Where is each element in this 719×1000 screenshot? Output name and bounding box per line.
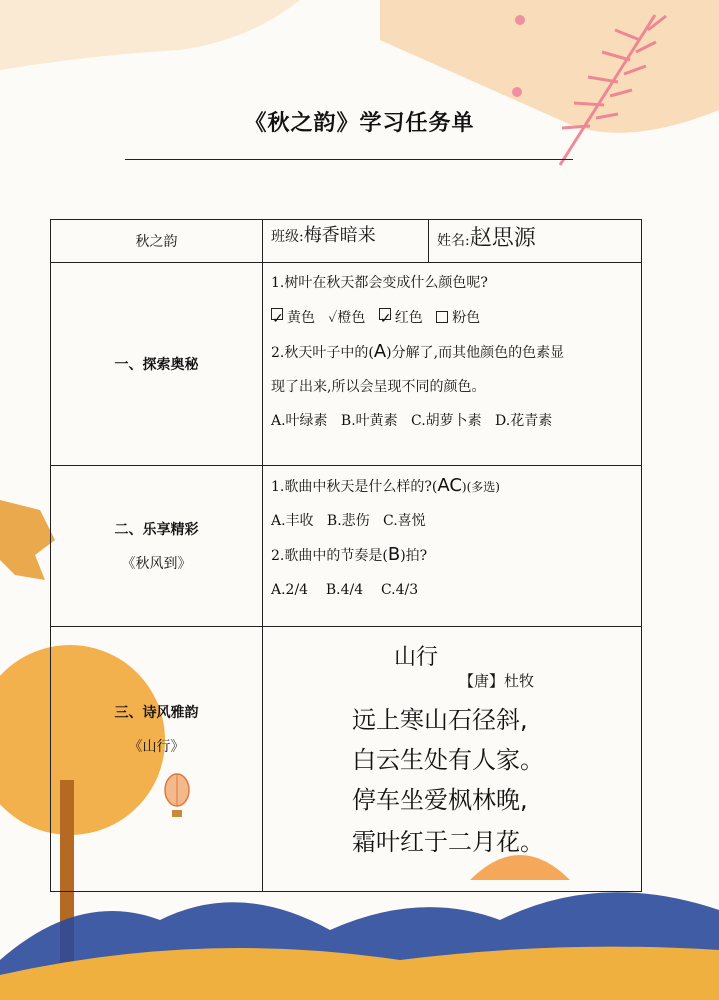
s2-q2-suffix: )拍? bbox=[400, 548, 428, 564]
maple-leaf-icon bbox=[0, 500, 55, 580]
s1-question1: 1.树叶在秋天都会变成什么颜色呢? bbox=[271, 275, 488, 291]
s1-choices: A.叶绿素 B.叶黄素 C.胡萝卜素 D.花青素 bbox=[271, 413, 553, 429]
poem-line-1: 远上寒山石径斜, bbox=[352, 706, 528, 734]
poem-line-3: 停车坐爱枫林晚, bbox=[352, 786, 528, 814]
section1-content bbox=[263, 263, 642, 466]
section2-row bbox=[51, 466, 642, 627]
option-orange: 橙色 bbox=[337, 310, 366, 326]
section3-label: 三、诗风雅韵 bbox=[114, 705, 199, 721]
class-cell bbox=[263, 220, 429, 263]
s1-options bbox=[271, 307, 641, 328]
section2-label-cell bbox=[51, 466, 263, 627]
watercolor-wash-left bbox=[0, 0, 300, 70]
s2-q1-note: )(多选) bbox=[461, 480, 500, 494]
option-pink: 粉色 bbox=[452, 310, 481, 326]
section2-label: 二、乐享精彩 bbox=[114, 522, 199, 538]
s1-q2-suffix: )分解了,而其他颜色的色素显 bbox=[386, 345, 565, 361]
section1-label: 一、探索奥秘 bbox=[51, 263, 263, 466]
checkbox-yellow[interactable]: ✓ bbox=[271, 308, 283, 320]
s2-q2-choices: A.2/4 B.4/4 C.4/3 bbox=[271, 582, 419, 598]
header-theme: 秋之韵 bbox=[51, 220, 263, 263]
page-title: 《秋之韵》学习任务单 bbox=[244, 111, 475, 136]
section2-content bbox=[263, 466, 642, 627]
poem-author: 【唐】杜牧 bbox=[459, 672, 535, 690]
check-mark-icon: ✓ bbox=[328, 310, 338, 326]
name-label: 姓名: bbox=[437, 233, 470, 249]
name-cell bbox=[429, 220, 642, 263]
s2-question2 bbox=[271, 545, 641, 566]
checkbox-pink[interactable] bbox=[436, 311, 448, 323]
task-table bbox=[50, 219, 642, 892]
s1-q2-prefix: 2.秋天叶子中的( bbox=[271, 345, 374, 361]
poem-line-4: 霜叶红于二月花。 bbox=[352, 828, 544, 856]
s2-q1-prefix: 1.歌曲中秋天是什么样的?( bbox=[271, 479, 438, 495]
s1-question2-cont: 现了出来,所以会呈现不同的颜色。 bbox=[271, 379, 486, 395]
name-value: 赵思源 bbox=[469, 226, 536, 251]
section3-sub: 《山行》 bbox=[128, 739, 185, 755]
class-label: 班级: bbox=[271, 229, 304, 245]
option-red: 红色 bbox=[394, 310, 423, 326]
s2-q2-prefix: 2.歌曲中的节奏是( bbox=[271, 548, 388, 564]
section3-label-cell bbox=[51, 627, 263, 892]
section3-row bbox=[51, 627, 642, 892]
checkbox-red[interactable]: ✓ bbox=[379, 308, 391, 320]
s2-q1-answer: AC bbox=[437, 475, 462, 496]
section2-sub: 《秋风到》 bbox=[121, 556, 192, 572]
s2-question1 bbox=[271, 476, 641, 497]
poem-area bbox=[264, 628, 640, 888]
section1-row bbox=[51, 263, 642, 466]
poem-line-2: 白云生处有人家。 bbox=[352, 746, 544, 774]
class-value: 梅香暗来 bbox=[303, 225, 376, 246]
title-rule bbox=[125, 159, 573, 160]
s1-question2 bbox=[271, 342, 641, 363]
s1-q2-answer: A bbox=[373, 341, 387, 362]
header-row bbox=[51, 220, 642, 263]
option-yellow: 黄色 bbox=[287, 310, 315, 326]
s2-q2-answer: B bbox=[387, 544, 401, 565]
s2-q1-choices: A.丰收 B.悲伤 C.喜悦 bbox=[271, 513, 426, 529]
poem-title: 山行 bbox=[394, 645, 439, 670]
section3-content bbox=[263, 627, 642, 892]
